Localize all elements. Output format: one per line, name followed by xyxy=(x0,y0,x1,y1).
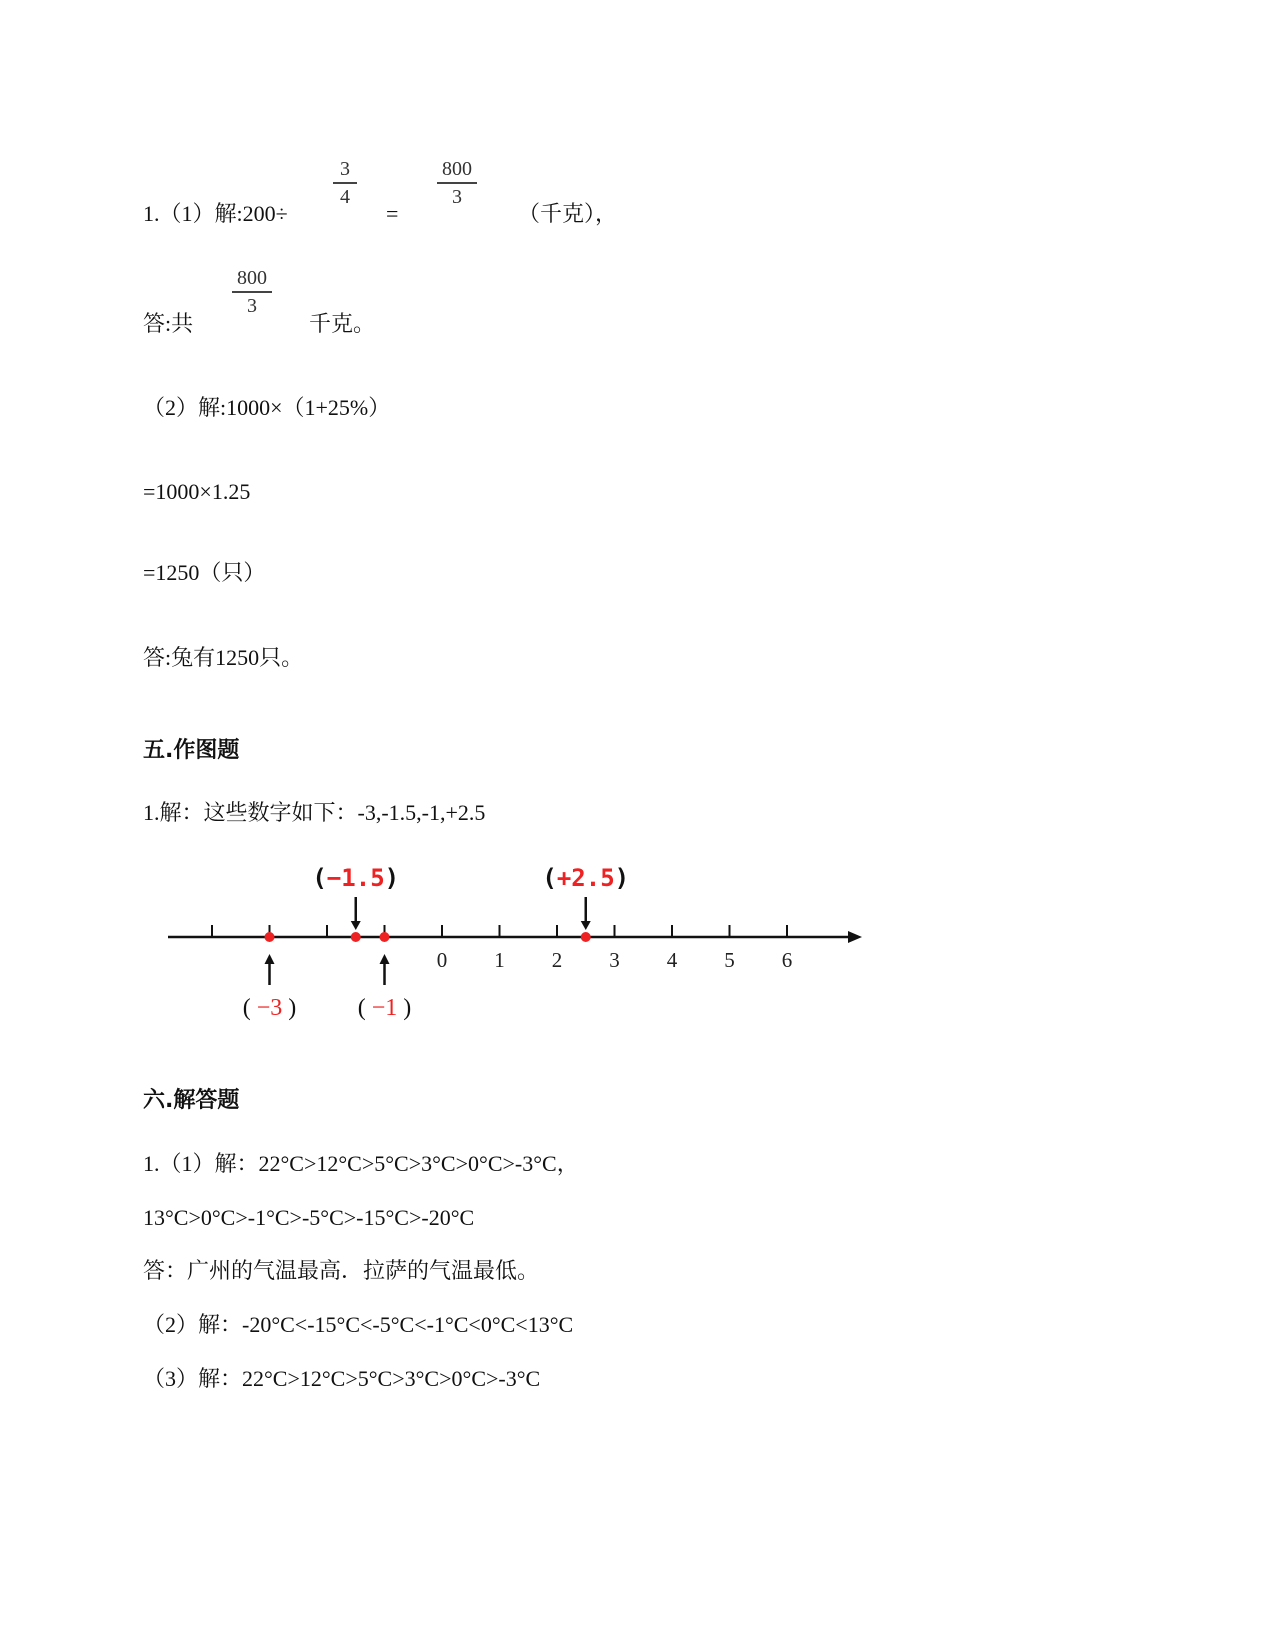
fraction-bar xyxy=(333,182,357,184)
equals-sign: = xyxy=(386,201,399,226)
tick-label: 3 xyxy=(609,948,620,972)
q4-line1-prefix: 1.（1）解:200÷ xyxy=(143,201,288,226)
point-label: ( −1 ) xyxy=(357,995,412,1021)
q4-part2-line1: （2）解:1000×（1+25%） xyxy=(143,395,391,420)
point-dot xyxy=(380,932,390,942)
q4-part2-answer: 答:兔有1250只。 xyxy=(143,645,304,670)
fraction-numerator: 800 xyxy=(237,267,267,289)
tick-label: 2 xyxy=(551,948,563,972)
point-dot xyxy=(265,932,275,942)
q4-part2-line2: =1000×1.25 xyxy=(143,479,251,504)
section5-line1: 1.解：这些数字如下：-3,-1.5,-1,+2.5 xyxy=(143,800,486,825)
section6-line4: （2）解：-20°C<-15°C<-5°C<-1°C<0°C<13°C xyxy=(143,1312,574,1337)
tick-label: 5 xyxy=(724,948,735,972)
q4-answer1-prefix: 答:共 xyxy=(143,311,194,336)
fraction-denominator: 3 xyxy=(452,185,462,208)
section6-heading: 六.解答题 xyxy=(143,1088,240,1113)
point-dot xyxy=(581,932,591,942)
number-line-points xyxy=(243,864,629,1021)
q4-line1-suffix: （千克）， xyxy=(518,201,618,226)
fraction-denominator: 4 xyxy=(340,185,350,208)
pointer-arrow-head xyxy=(380,954,390,964)
fraction-numerator: 800 xyxy=(442,158,472,180)
section6-line1: 1.（1）解：22°C>12°C>5°C>3°C>0°C>-3°C， xyxy=(143,1151,579,1176)
fraction-800-3-answer xyxy=(232,268,272,316)
fraction-denominator: 3 xyxy=(247,294,257,317)
pointer-arrow-head xyxy=(581,921,591,930)
q4-answer1-suffix: 千克。 xyxy=(309,311,376,336)
pointer-arrow-head xyxy=(265,954,275,964)
fraction-bar xyxy=(437,182,477,184)
section6-line2: 13°C>0°C>-1°C>-5°C>-15°C>-20°C xyxy=(143,1205,475,1230)
number-line-figure xyxy=(165,864,875,1035)
axis-arrow-head xyxy=(848,931,862,943)
section6-line3: 答：广州的气温最高．拉萨的气温最低。 xyxy=(143,1258,540,1283)
point-label: (+2.5) xyxy=(542,864,630,892)
fraction-numerator: 3 xyxy=(340,158,350,180)
q4-part2-line3: =1250（只） xyxy=(143,560,266,585)
tick-label: 6 xyxy=(781,948,793,972)
point-label: ( −3 ) xyxy=(242,995,297,1021)
number-line-ticks xyxy=(212,925,792,972)
tick-label: 4 xyxy=(666,948,678,972)
section5-heading: 五.作图题 xyxy=(143,738,240,763)
point-label: (−1.5) xyxy=(312,864,400,892)
fraction-3-4 xyxy=(333,159,357,207)
fraction-800-3 xyxy=(437,159,477,207)
fraction-bar xyxy=(232,291,272,293)
point-dot xyxy=(351,932,361,942)
pointer-arrow-head xyxy=(351,921,361,930)
tick-label: 0 xyxy=(436,948,448,972)
tick-label: 1 xyxy=(494,948,505,972)
section6-line5: （3）解：22°C>12°C>5°C>3°C>0°C>-3°C xyxy=(143,1366,541,1391)
